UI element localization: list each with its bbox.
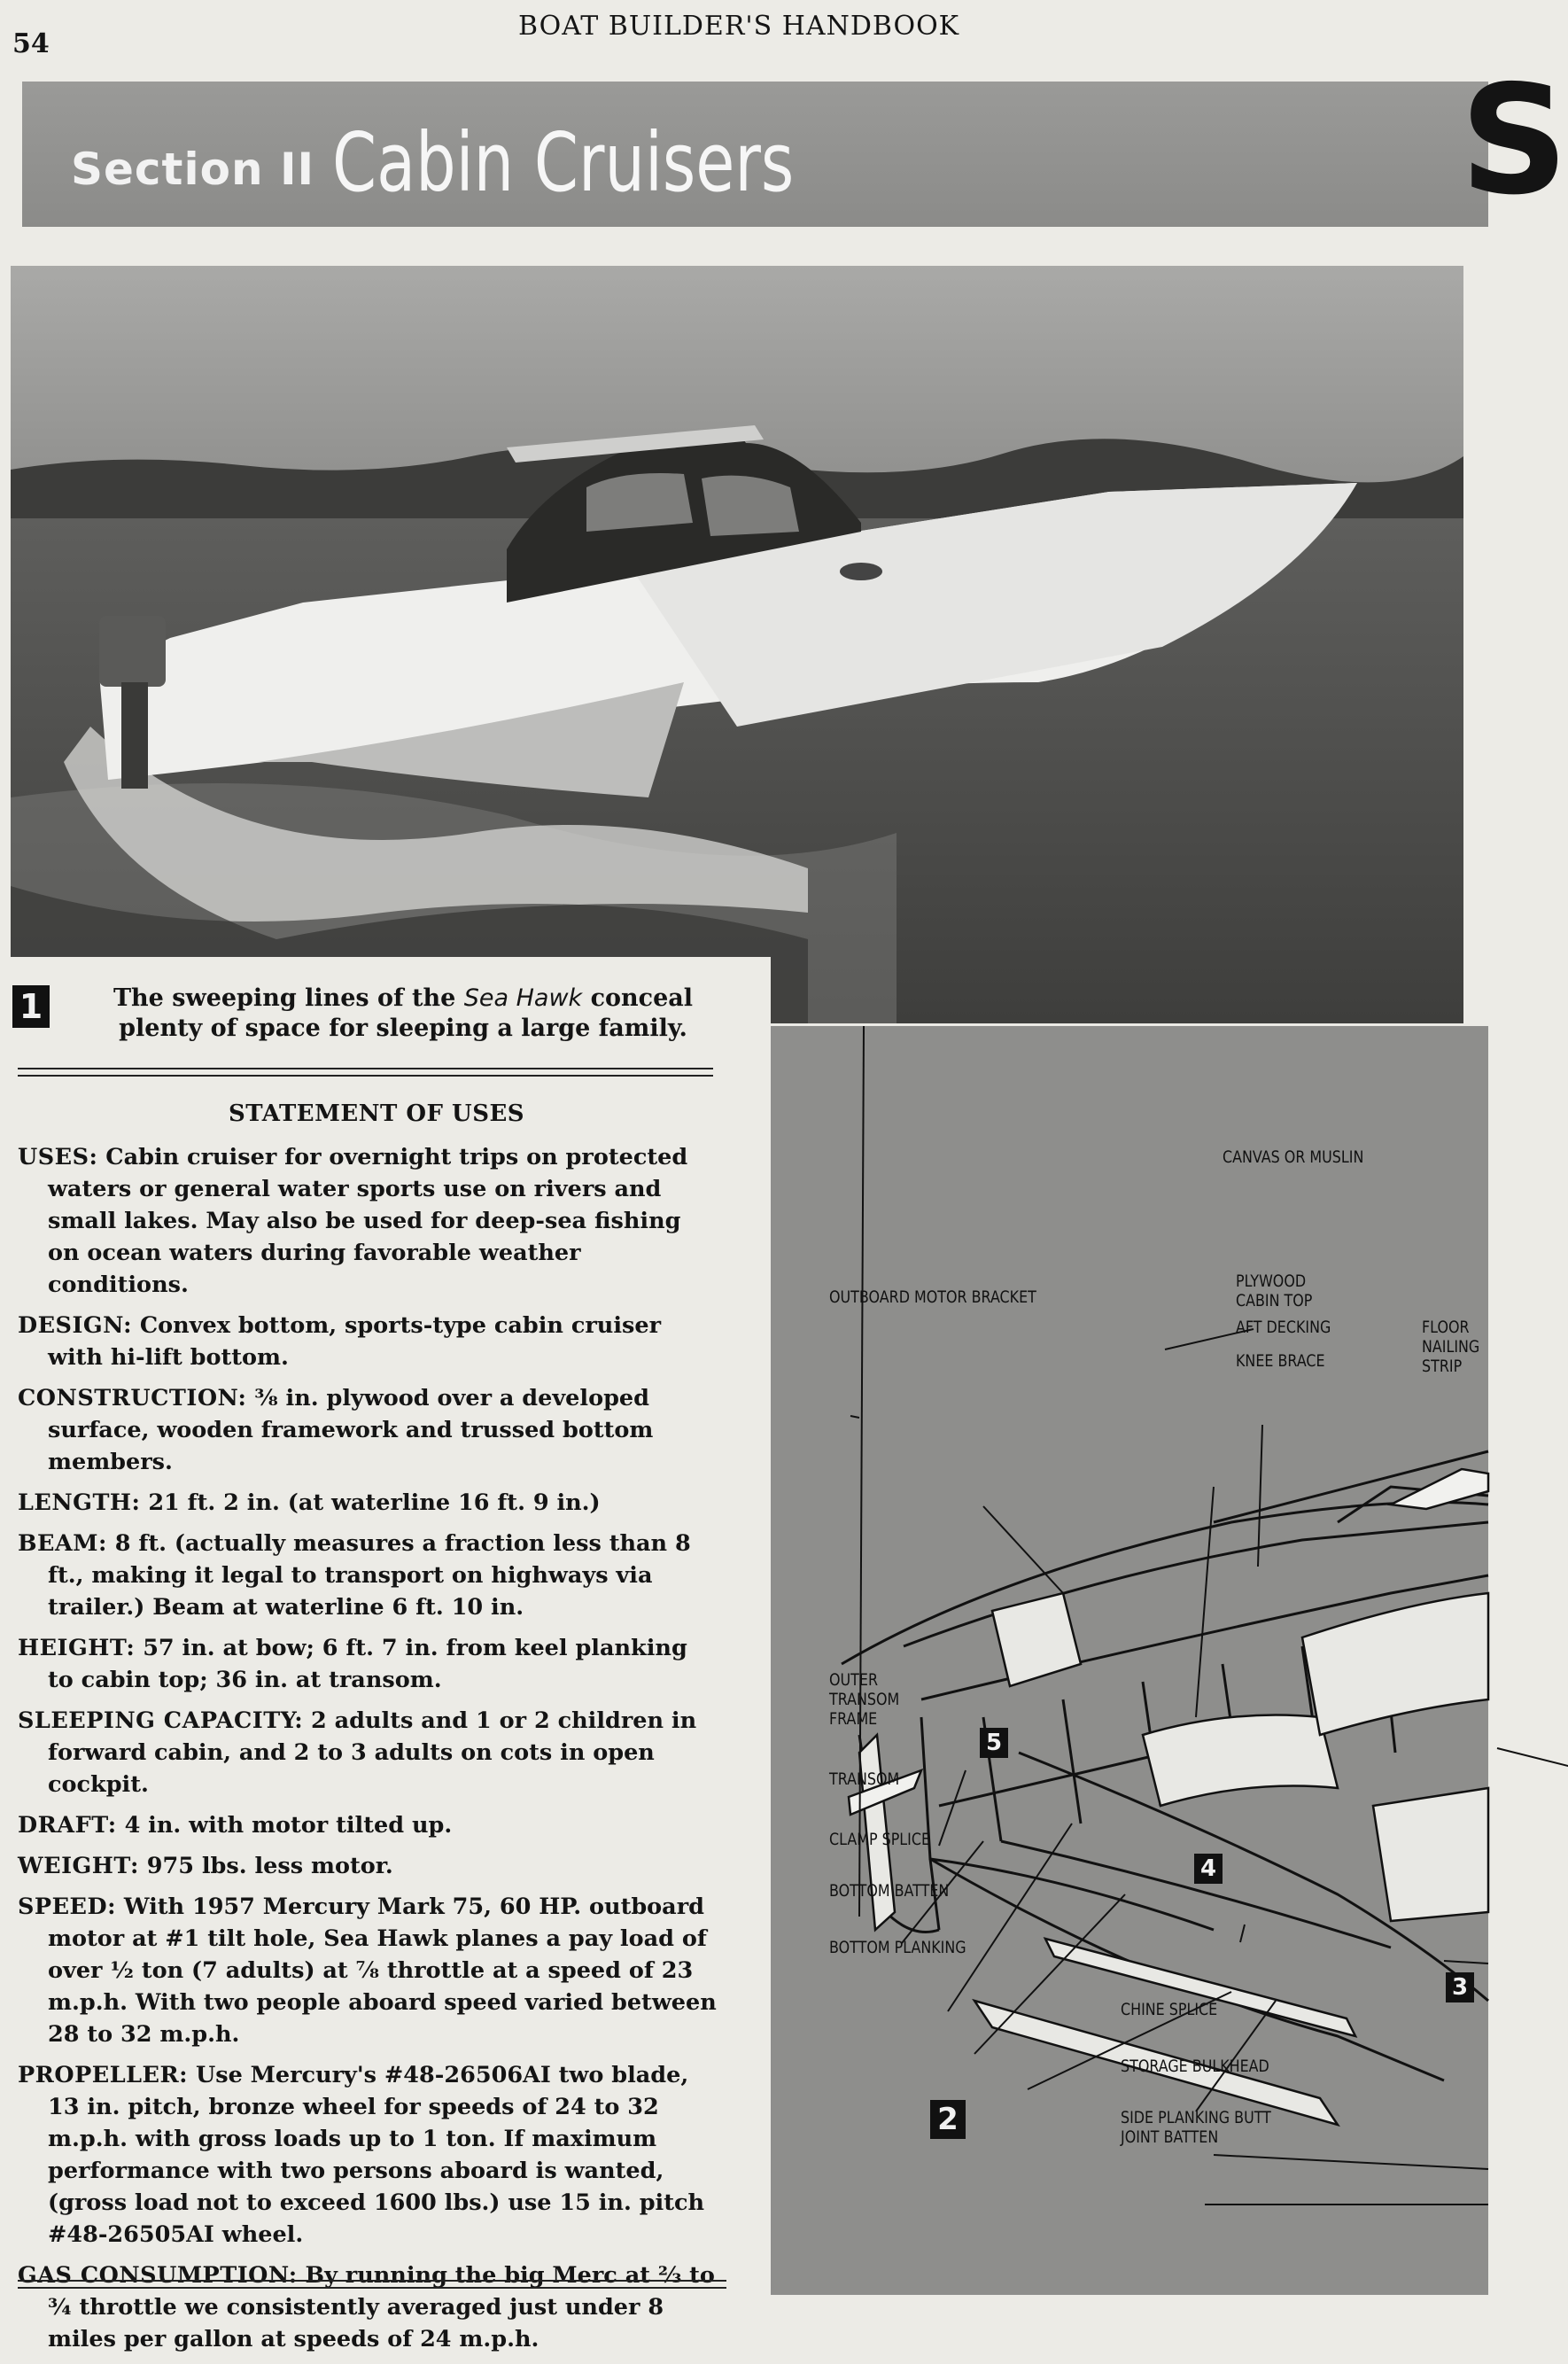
statement-term: DRAFT:	[18, 1812, 117, 1839]
figure-1-caption	[80, 984, 726, 1044]
statement-term: LENGTH:	[18, 1489, 141, 1516]
statement-text: ⅜ in. plywood over a developed surface, wooden framework and trussed bottom members.	[48, 1385, 654, 1475]
statement-text: 57 in. at bow; 6 ft. 7 in. from keel planking to cabin top; 36 in. at transom.	[48, 1635, 687, 1693]
figure-number-5: 5	[980, 1728, 1008, 1758]
statement-term: PROPELLER:	[18, 2062, 189, 2088]
statement-term: CONSTRUCTION:	[18, 1385, 247, 1411]
figure-number-3: 3	[1446, 1972, 1474, 2002]
statement-term: HEIGHT:	[18, 1635, 136, 1661]
statement-entry	[18, 1141, 719, 1301]
label-outboard-motor-bracket: OUTBOARD MOTOR BRACKET	[829, 1288, 1036, 1307]
edge-letter: S	[1460, 53, 1568, 229]
section-label: Section II	[71, 144, 315, 195]
label-canvas-or-muslin: CANVAS OR MUSLIN	[1223, 1148, 1364, 1167]
statement-entry	[18, 1891, 719, 2050]
statement-text: 4 in. with motor tilted up.	[116, 1812, 453, 1839]
construction-drawing	[771, 1026, 1488, 2295]
label-side-planking-butt-joint-batten: SIDE PLANKING BUTT JOINT BATTEN	[1121, 2109, 1271, 2147]
running-head: BOAT BUILDER'S HANDBOOK	[518, 11, 960, 42]
statement-entry	[18, 1632, 719, 1696]
label-chine-splice: CHINE SPLICE	[1121, 2001, 1218, 2019]
statement-text: Use Mercury's #48-26506AI two blade, 13 in. pitch, bronze wheel for speeds of 24 to 32 m.p.h. with gross loads up to 1 ton. If maximum performance with two persons aboard is wanted, (gross load not to exceed 1600 lbs.) use 15 in. pitch #48-26505AI wheel.	[48, 2062, 705, 2248]
statement-entry	[18, 1487, 719, 1519]
label-storage-bulkhead: STORAGE BULKHEAD	[1121, 2057, 1269, 2076]
boat-name: Sea Hawk	[463, 984, 583, 1012]
label-plywood-cabin-top: PLYWOOD CABIN TOP	[1236, 1272, 1313, 1310]
figure-number-1: 1	[12, 985, 50, 1028]
statement-term: USES:	[18, 1144, 98, 1170]
statement-entry	[18, 1705, 719, 1800]
statement-term: GAS CONSUMPTION:	[18, 2262, 298, 2289]
boat-photo	[11, 266, 1463, 1023]
caption-part: conceal plenty of space for sleeping a large family.	[119, 984, 694, 1042]
statement-text: By running the big Merc at ⅔ to ¾ throttle we consistently averaged just under 8 miles per gallon at speeds of 24 m.p.h.	[48, 2262, 715, 2352]
statement-text: With 1957 Mercury Mark 75, 60 HP. outboard motor at #1 tilt hole, Sea Hawk planes a pay load of over ½ ton (7 adults) at ⅞ throttle at a speed of 23 m.p.h. With two people aboard speed varied between 28 to 32 m.p.h.	[48, 1894, 717, 2048]
label-outer-transom-frame: OUTER TRANSOM FRAME	[829, 1671, 900, 1729]
section-title: Cabin Cruisers	[332, 115, 795, 210]
statement-term: BEAM:	[18, 1530, 107, 1557]
statement-heading: STATEMENT OF USES	[229, 1100, 525, 1127]
statement-term: DESIGN:	[18, 1312, 132, 1339]
label-bottom-batten: BOTTOM BATTEN	[829, 1882, 950, 1901]
statement-entry	[18, 2259, 719, 2355]
statement-term: SPEED:	[18, 1894, 116, 1920]
statement-term: SLEEPING CAPACITY:	[18, 1707, 304, 1734]
statement-entry	[18, 1310, 719, 1373]
hull-framework-illustration	[771, 1026, 1488, 2295]
statement-text: Cabin cruiser for overnight trips on protected waters or general water sports use on rivers and small lakes. May also be used for deep-sea fishing on ocean waters during favorable weather conditions.	[48, 1144, 688, 1298]
figure-number-4: 4	[1194, 1854, 1223, 1884]
divider-rule	[18, 2287, 726, 2289]
label-clamp-splice: CLAMP SPLICE	[829, 1831, 931, 1849]
divider-rule	[18, 1075, 713, 1077]
statement-entry	[18, 1809, 719, 1841]
statement-entry	[18, 1382, 719, 1478]
statement-text: Convex bottom, sports-type cabin cruiser with hi-lift bottom.	[48, 1312, 662, 1371]
divider-rule	[18, 1068, 713, 1069]
statement-text: 2 adults and 1 or 2 children in forward cabin, and 2 to 3 adults on cots in open cockpit.	[48, 1707, 697, 1798]
statement-entry	[18, 2059, 719, 2251]
statement-entry	[18, 1528, 719, 1623]
statement-text: 975 lbs. less motor.	[138, 1853, 393, 1879]
statement-list	[18, 1141, 719, 2364]
divider-rule	[18, 2280, 726, 2282]
statement-text: 8 ft. (actually measures a fraction less than 8 ft., making it legal to transport on highways via trailer.) Beam at waterline 6 ft. 10 in.	[48, 1530, 691, 1621]
statement-term: WEIGHT:	[18, 1853, 139, 1879]
caption-part: The sweeping lines of the	[113, 984, 464, 1012]
statement-text: 21 ft. 2 in. (at waterline 16 ft. 9 in.)	[140, 1489, 601, 1516]
label-bottom-planking: BOTTOM PLANKING	[829, 1939, 966, 1957]
section-banner	[22, 82, 1488, 227]
figure-number-2: 2	[930, 2100, 966, 2139]
label-knee-brace: KNEE BRACE	[1236, 1352, 1325, 1371]
label-floor-nailing-strip: FLOOR NAILING STRIP	[1422, 1318, 1480, 1376]
label-transom: TRANSOM	[829, 1770, 900, 1789]
page-number: 54	[12, 28, 50, 59]
statement-entry	[18, 1850, 719, 1882]
label-aft-decking: AFT DECKING	[1236, 1318, 1331, 1337]
